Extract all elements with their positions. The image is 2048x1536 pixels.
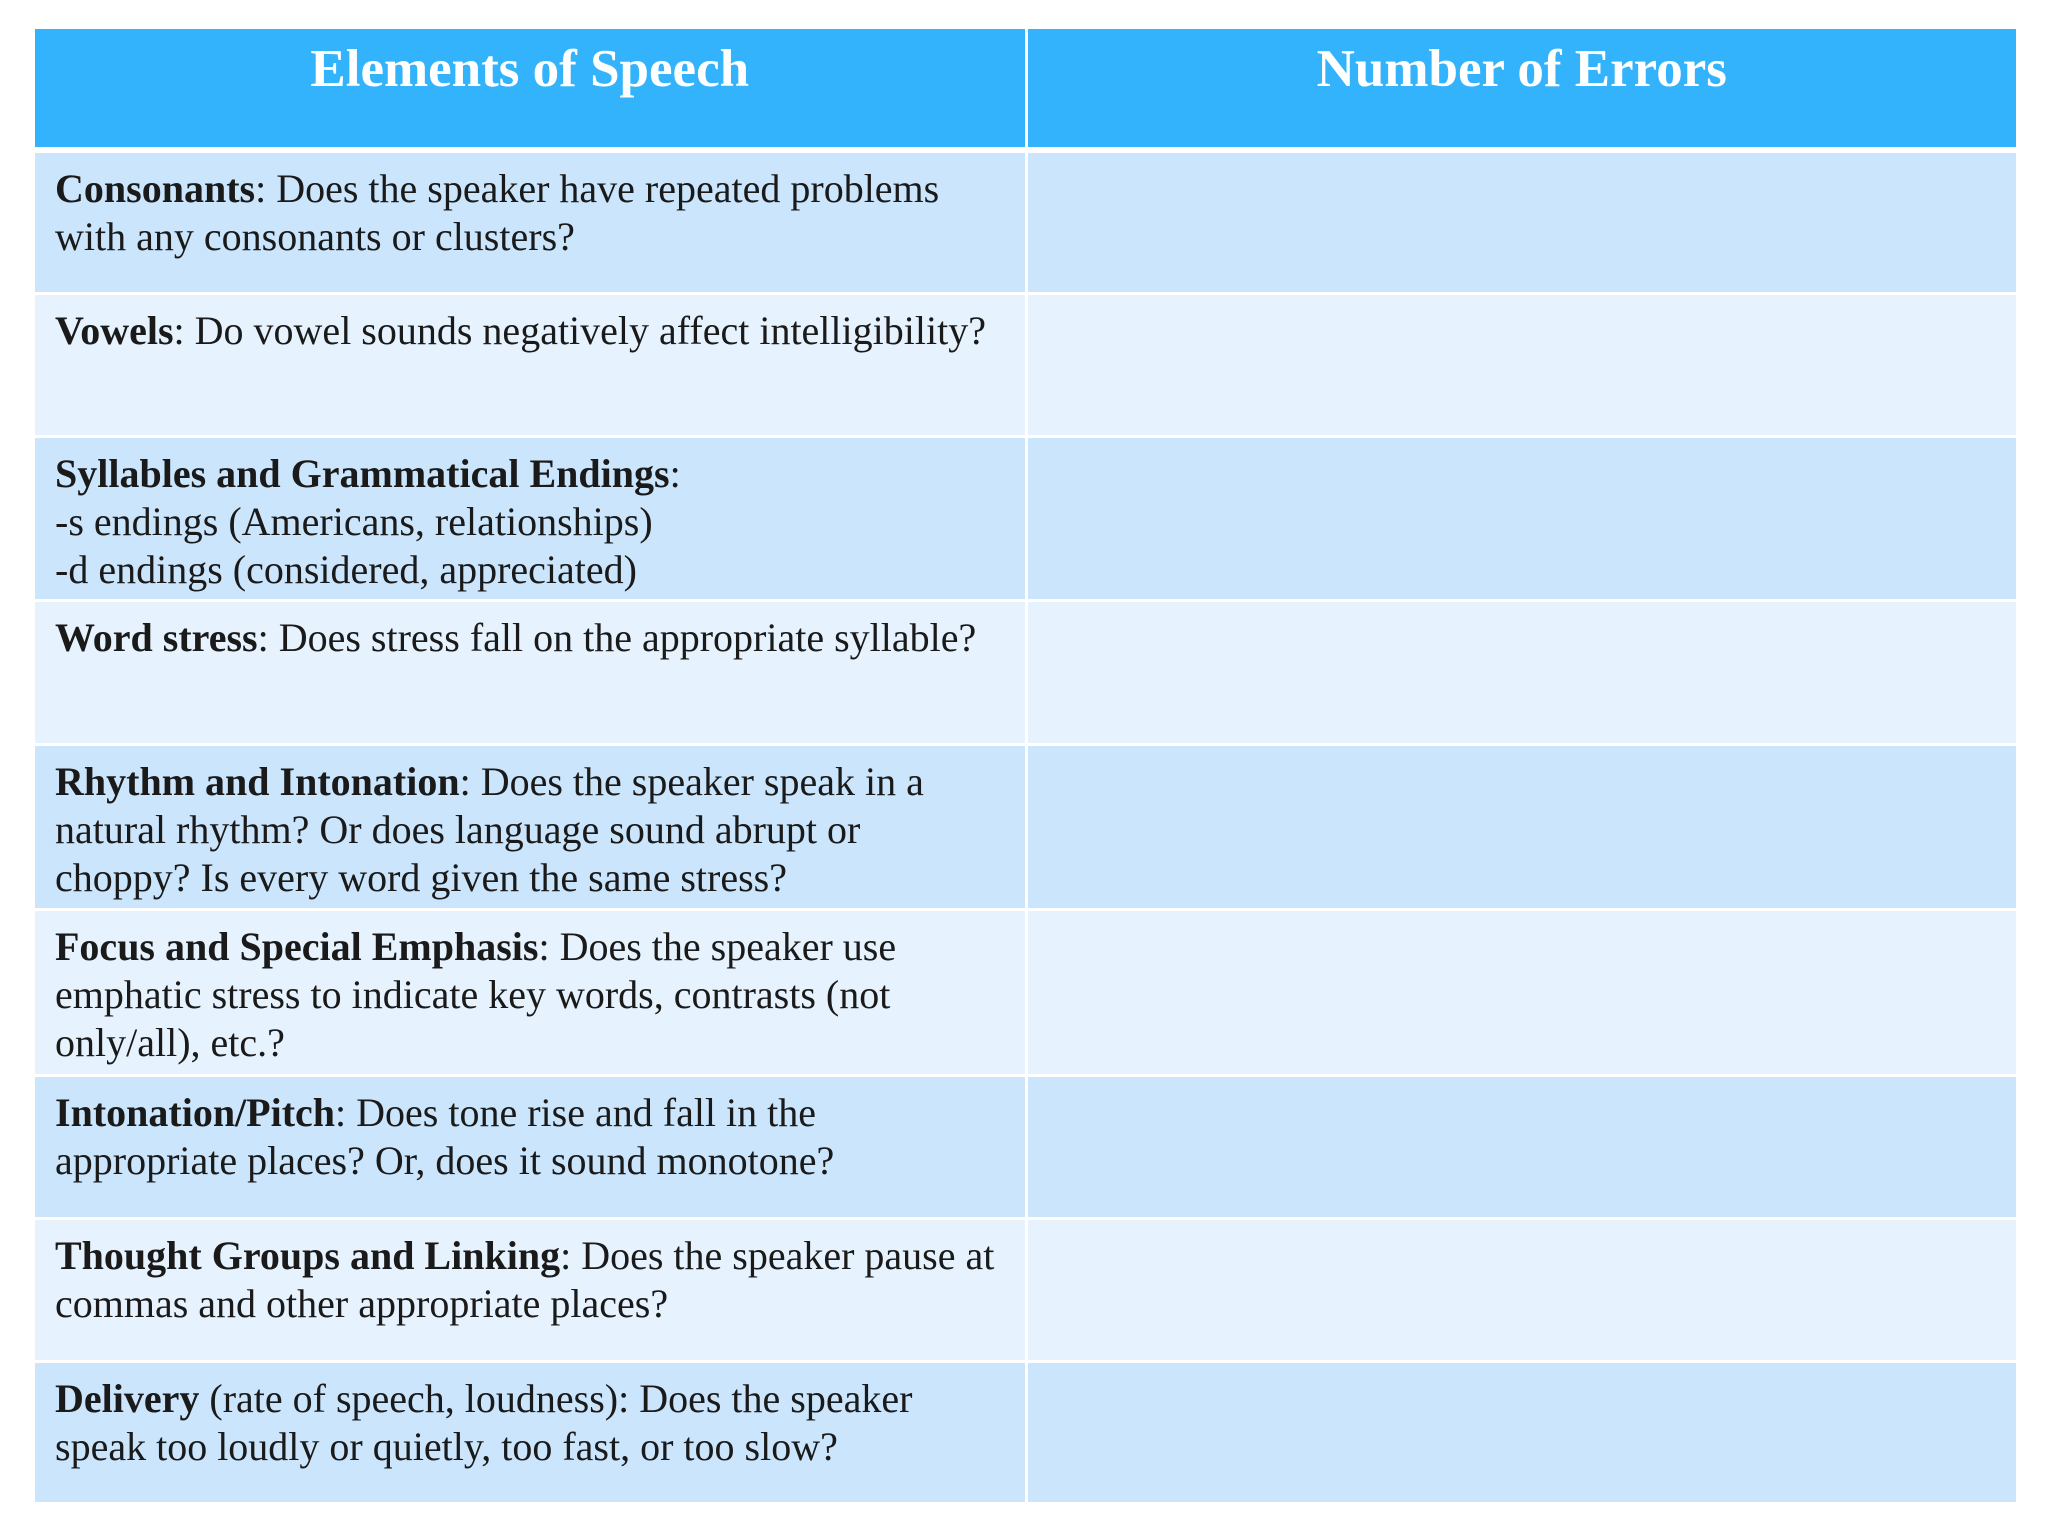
table-row-rhythm (35, 744, 2016, 909)
element-description: : Does the speaker pause at commas and other appropriate places? (55, 1232, 995, 1326)
element-description: : Does tone rise and fall in the appropriate places? Or, does it sound monotone? (55, 1089, 835, 1183)
element-description: : Do vowel sounds negatively affect intelligibility? (173, 307, 986, 353)
element-description: : (669, 450, 681, 496)
element-term: Vowels (55, 307, 174, 353)
table-header-row (35, 29, 2016, 150)
table-row-thought-groups (35, 1218, 2016, 1361)
element-detail-line: -s endings (Americans, relationships) (55, 498, 653, 544)
element-cell (35, 744, 1026, 909)
element-description: : Does the speaker use emphatic stress to indicate key words, contrasts (not only/all), etc.? (55, 923, 897, 1065)
errors-cell[interactable] (1026, 600, 2016, 744)
errors-cell[interactable] (1026, 744, 2016, 909)
errors-cell[interactable] (1026, 1361, 2016, 1503)
table-row-syllables (35, 436, 2016, 600)
table-row-intonation-pitch (35, 1075, 2016, 1218)
table-row-focus (35, 909, 2016, 1075)
table-row-delivery (35, 1361, 2016, 1503)
element-detail-line: -d endings (considered, appreciated) (55, 546, 637, 592)
element-term: Syllables and Grammatical Endings (55, 450, 670, 496)
errors-cell[interactable] (1026, 150, 2016, 293)
element-cell (35, 293, 1026, 436)
element-cell (35, 1361, 1026, 1503)
element-cell (35, 1075, 1026, 1218)
element-cell (35, 436, 1026, 600)
element-description: : Does stress fall on the appropriate syllable? (257, 614, 977, 660)
element-cell (35, 1218, 1026, 1361)
element-cell (35, 150, 1026, 293)
table-row-vowels (35, 293, 2016, 436)
element-term: Intonation/Pitch (55, 1089, 336, 1135)
element-description: (rate of speech, loudness): Does the speaker speak too loudly or quietly, too fast, or too slow? (55, 1375, 913, 1469)
element-term: Thought Groups and Linking (55, 1232, 561, 1278)
speech-elements-table (35, 29, 2016, 1505)
header-number-of-errors: Number of Errors (1026, 29, 2016, 150)
element-description: : Does the speaker have repeated problems with any consonants or clusters? (55, 166, 940, 259)
element-term: Rhythm and Intonation (55, 758, 460, 804)
errors-cell[interactable] (1026, 293, 2016, 436)
element-description: : Does the speaker speak in a natural rhythm? Or does language sound abrupt or choppy? Is every word given the same stress? (55, 758, 924, 900)
errors-cell[interactable] (1026, 1075, 2016, 1218)
errors-cell[interactable] (1026, 436, 2016, 600)
element-term: Delivery (55, 1375, 200, 1421)
table-row-consonants (35, 150, 2016, 293)
header-elements-of-speech: Elements of Speech (35, 29, 1026, 150)
element-cell (35, 909, 1026, 1075)
element-term: Focus and Special Emphasis (55, 923, 539, 969)
element-term: Word stress (55, 614, 258, 660)
errors-cell[interactable] (1026, 909, 2016, 1075)
errors-cell[interactable] (1026, 1218, 2016, 1361)
table-row-word-stress (35, 600, 2016, 744)
element-cell (35, 600, 1026, 744)
element-term: Consonants (55, 166, 256, 211)
